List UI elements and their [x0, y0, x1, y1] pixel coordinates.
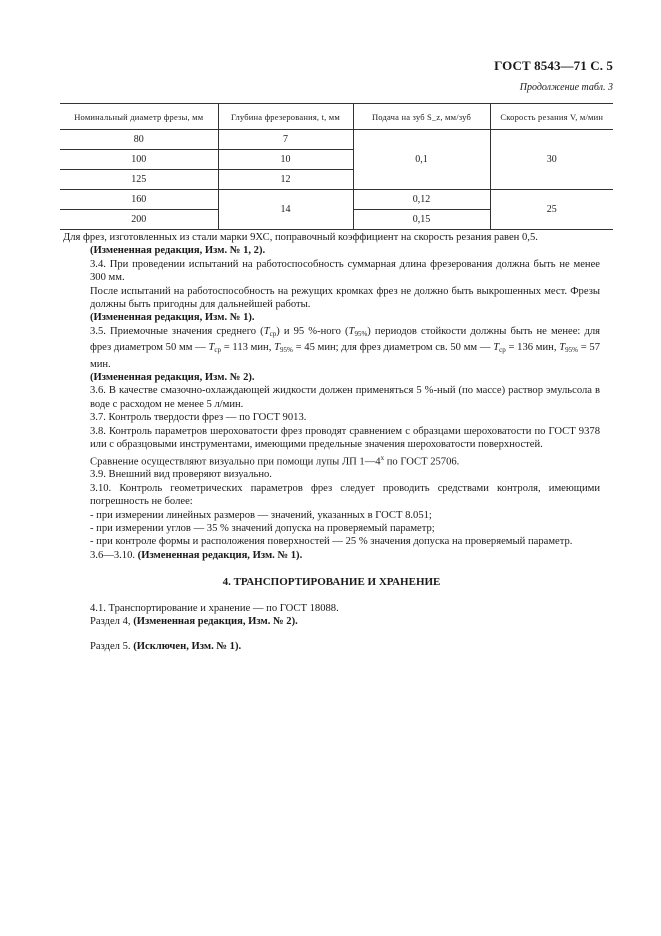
text-fragment: по ГОСТ 25706.: [384, 456, 460, 468]
cell-feed: 0,15: [353, 210, 490, 230]
amendment-note: (Исключен, Изм. № 1).: [133, 640, 242, 652]
page-header: ГОСТ 8543—71 С. 5: [494, 58, 613, 73]
cutting-modes-table: [60, 103, 613, 230]
table-continuation-label: Продолжение табл. 3: [519, 82, 613, 93]
text-fragment: = 113 мин,: [220, 342, 275, 354]
paragraph: 3.8. Контроль параметров шероховатости фрез проводят сравнением с образцами шероховатости по ГОСТ 9378 или с образцовыми инструментами, имеющими предельные значения шероховатости поверхностей.: [90, 425, 600, 451]
cell-speed: 30: [490, 130, 613, 190]
amendment-note: (Измененная редакция, Изм. № 2).: [90, 372, 255, 384]
cell-speed: 25: [490, 190, 613, 230]
list-item: - при контроле формы и расположения поверхностей — 25 % значения допуска на проверяемый параметр.: [90, 536, 573, 548]
symbol-t: T: [274, 342, 280, 354]
subscript-95: 95%: [280, 346, 293, 355]
cell-depth: 12: [218, 170, 353, 190]
header-speed: Скорость резания V, м/мин: [490, 104, 613, 130]
subscript-cp: ср: [214, 346, 221, 355]
symbol-t: T: [559, 342, 566, 354]
cell-diameter: 125: [60, 170, 218, 190]
paragraph: 4.1. Транспортирование и хранение — по ГОСТ 18088.: [90, 602, 339, 614]
header-diameter: Номинальный диаметр фрезы, мм: [60, 104, 218, 130]
cell-depth: 10: [218, 150, 353, 170]
text-fragment: Раздел 4,: [90, 616, 134, 628]
symbol-t: T: [493, 342, 500, 354]
paragraph: После испытаний на работоспособность на режущих кромках фрез не должно быть выкрошенных мест. Фрезы должны быть пригодны для дальнейшей работы.: [90, 285, 600, 311]
cell-diameter: 200: [60, 210, 218, 230]
paragraph: 3.7. Контроль твердости фрез — по ГОСТ 9013.: [90, 412, 307, 424]
cell-feed: 0,1: [353, 130, 490, 190]
paragraph: 3.4. При проведении испытаний на работоспособность суммарная длина фрезерования должна быть не менее 300 мм.: [90, 258, 600, 284]
text-fragment: = 136 мин,: [505, 342, 560, 354]
symbol-t: T: [208, 342, 215, 354]
paragraph: [90, 452, 600, 469]
text-fragment: ) и 95 %-ного (: [276, 325, 349, 337]
symbol-t: T: [263, 325, 270, 337]
cell-depth: 14: [218, 190, 353, 230]
paragraph-tool-life: [90, 325, 600, 371]
cell-diameter: 80: [60, 130, 218, 150]
paragraph: [90, 640, 600, 653]
cell-diameter: 160: [60, 190, 218, 210]
list-item: - при измерении углов — 35 % значений допуска на проверяемый параметр;: [90, 523, 435, 535]
superscript: x: [380, 453, 385, 462]
text-fragment: = 57 мин.: [90, 342, 600, 370]
symbol-t: T: [348, 325, 355, 337]
amendment-note: (Измененная редакция, Изм. № 2).: [133, 616, 298, 628]
subscript-cp: ср: [499, 346, 506, 355]
cell-depth: 7: [218, 130, 353, 150]
table-row: [60, 130, 613, 150]
amendment-note: (Измененная редакция, Изм. № 1).: [90, 312, 255, 324]
list-item: - при измерении линейных размеров — значений, указанных в ГОСТ 8.051;: [90, 509, 432, 521]
cell-feed: 0,12: [353, 190, 490, 210]
paragraph: [90, 549, 600, 562]
table-row: [60, 190, 613, 210]
header-feed: Подача на зуб S_z, мм/зуб: [353, 104, 490, 130]
paragraph: 3.6. В качестве смазочно-охлаждающей жидкости должен применяться 5 %-ный (по массе) раствор эмульсола в воде с расходом не менее 5 л/мин.: [90, 385, 600, 410]
text-fragment: 3.5. Приемочные значения среднего (: [90, 325, 264, 337]
paragraph: 3.10. Контроль геометрических параметров фрез следует проводить средствами контроля, имеющими погрешность не более:: [90, 482, 600, 508]
amendment-note: (Измененная редакция, Изм. № 1, 2).: [90, 245, 266, 257]
paragraph: Для фрез, изготовленных из стали марки 9ХС, поправочный коэффициент на скорость резания равен 0,5.: [63, 232, 538, 243]
text-fragment: ) периодов стойкости должны быть не менее: для фрез диаметром 50 мм —: [90, 325, 600, 354]
text-fragment: Сравнение осуществляют визуально при помощи лупы ЛП 1—4: [90, 456, 381, 468]
section-heading: 4. ТРАНСПОРТИРОВАНИЕ И ХРАНЕНИЕ: [222, 576, 441, 589]
subscript-cp: ср: [269, 329, 277, 338]
text-fragment: 3.6—3.10.: [90, 549, 138, 561]
amendment-note: (Измененная редакция, Изм. № 1).: [137, 549, 303, 561]
header-depth: Глубина фрезерования, t, мм: [218, 104, 353, 130]
document-body: [63, 231, 600, 653]
text-fragment: = 45 мин; для фрез диаметром св. 50 мм —: [292, 342, 494, 354]
cell-diameter: 100: [60, 150, 218, 170]
subscript-95: 95%: [565, 346, 578, 355]
paragraph: 3.9. Внешний вид проверяют визуально.: [90, 469, 272, 481]
text-fragment: Раздел 5.: [90, 640, 134, 652]
paragraph: [90, 615, 600, 628]
subscript-95: 95%: [354, 329, 368, 338]
